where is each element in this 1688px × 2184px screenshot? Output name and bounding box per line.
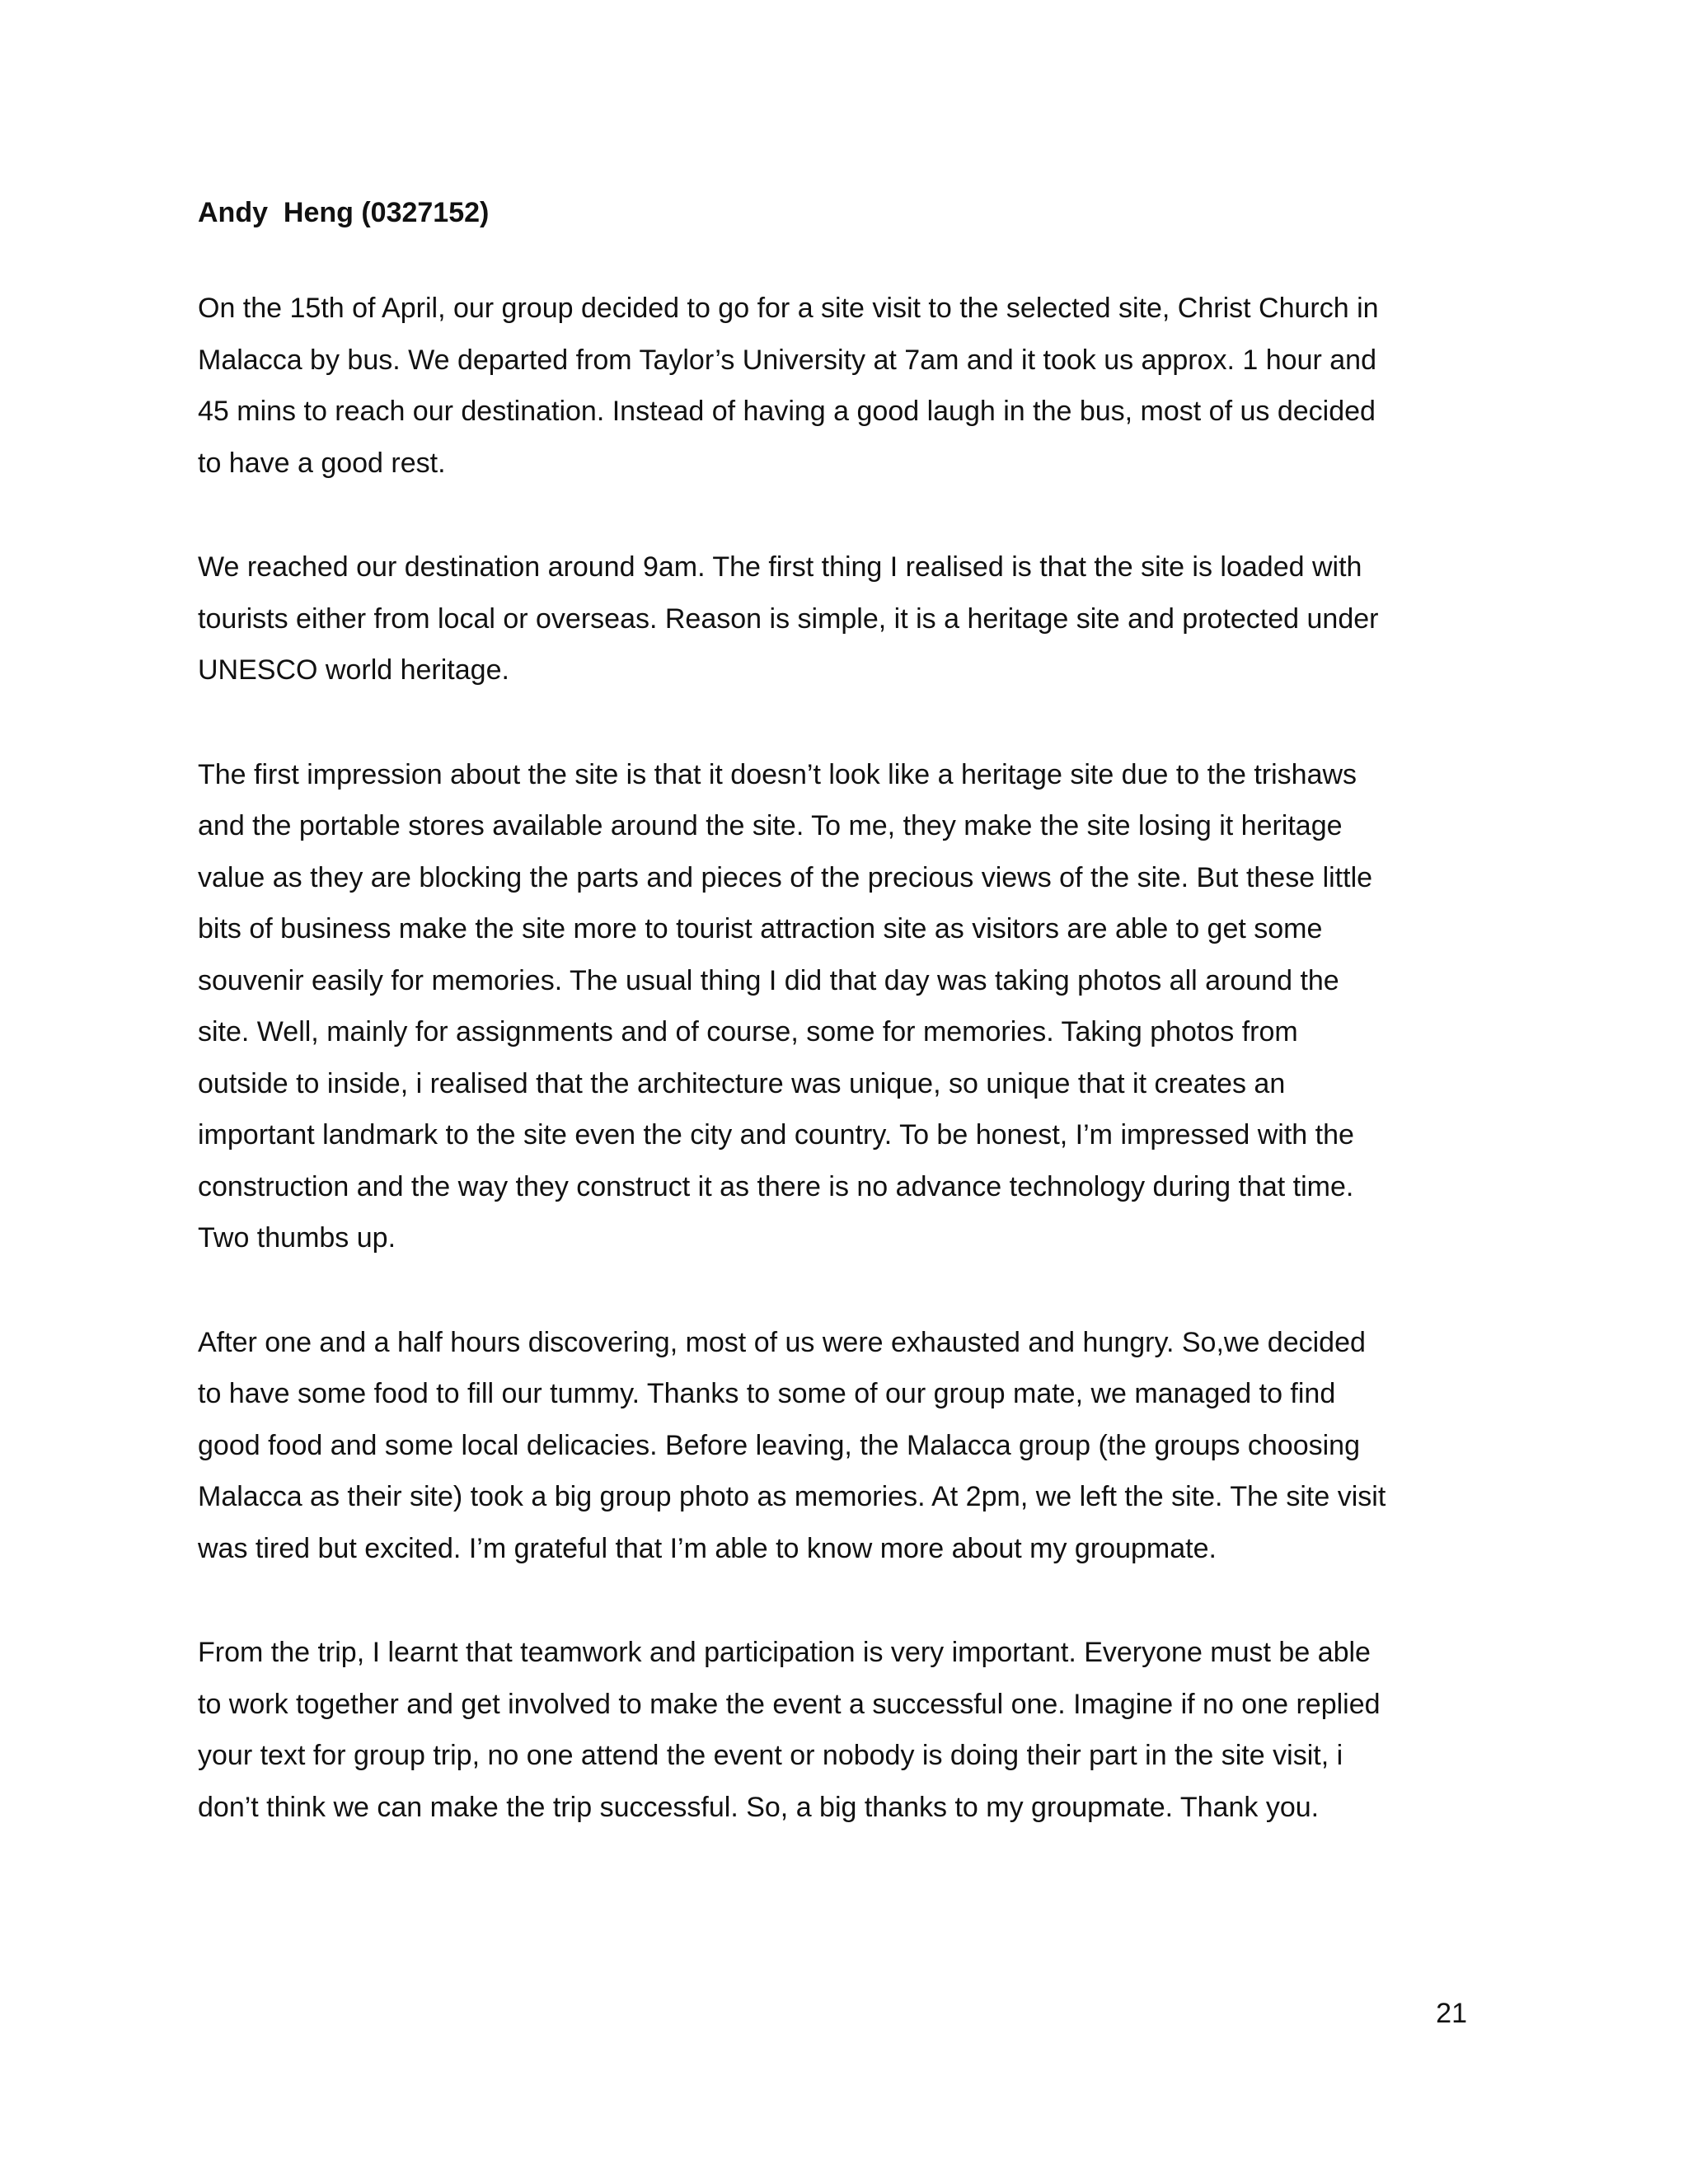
- paragraph-line: site. Well, mainly for assignments and of course, some for memories. Taking photos from: [198, 1016, 1298, 1047]
- paragraph-line: good food and some local delicacies. Before leaving, the Malacca group (the groups choosing: [198, 1429, 1360, 1461]
- paragraph-line: and the portable stores available around the site. To me, they make the site losing it heritage: [198, 810, 1343, 841]
- paragraph-line: important landmark to the site even the city and country. To be honest, I’m impressed with the: [198, 1119, 1354, 1151]
- paragraph-arrival: [198, 541, 1500, 696]
- paragraph-line: We reached our destination around 9am. The first thing I realised is that the site is loaded with: [198, 551, 1362, 583]
- paragraph-line: value as they are blocking the parts and pieces of the precious views of the site. But these little: [198, 861, 1373, 893]
- paragraph-line: to have a good rest.: [198, 447, 446, 479]
- paragraph-line: Two thumbs up.: [198, 1222, 396, 1254]
- paragraph-line: The first impression about the site is that it doesn’t look like a heritage site due to the trishaws: [198, 758, 1357, 790]
- paragraph-line: From the trip, I learnt that teamwork and participation is very important. Everyone must be able: [198, 1637, 1371, 1668]
- paragraph-line: was tired but excited. I’m grateful that I’m able to know more about my groupmate.: [198, 1532, 1217, 1564]
- paragraph-line: construction and the way they construct it as there is no advance technology during that time.: [198, 1170, 1354, 1202]
- paragraph-first-impression: [198, 749, 1500, 1264]
- paragraph-line: outside to inside, i realised that the architecture was unique, so unique that it creates an: [198, 1067, 1286, 1099]
- paragraph-line: to work together and get involved to make the event a successful one. Imagine if no one replied: [198, 1688, 1381, 1720]
- paragraph-line: tourists either from local or overseas. Reason is simple, it is a heritage site and protected under: [198, 602, 1379, 635]
- paragraph-line: your text for group trip, no one attend the event or nobody is doing their part in the site visit, i: [198, 1740, 1343, 1771]
- paragraph-line: souvenir easily for memories. The usual thing I did that day was taking photos all around the: [198, 964, 1339, 996]
- paragraph-line: UNESCO world heritage.: [198, 654, 509, 686]
- paragraph-line: Malacca by bus. We departed from Taylor’s University at 7am and it took us approx. 1 hour and: [198, 344, 1376, 376]
- paragraph-line: to have some food to fill our tummy. Thanks to some of our group mate, we managed to find: [198, 1378, 1336, 1409]
- paragraph-line: bits of business make the site more to tourist attraction site as visitors are able to get some: [198, 913, 1323, 944]
- author-heading: Andy Heng (0327152): [198, 197, 490, 228]
- page-content: [198, 194, 1500, 1886]
- paragraph-line: On the 15th of April, our group decided to go for a site visit to the selected site, Christ Church in: [198, 293, 1379, 324]
- paragraph-line: don’t think we can make the trip successful. So, a big thanks to my groupmate. Thank you.: [198, 1791, 1320, 1823]
- page-number: 21: [1436, 1998, 1467, 2029]
- paragraph-site-visit-trip: [198, 283, 1500, 489]
- paragraph-lunch-and-departure: [198, 1317, 1500, 1575]
- paragraph-line: 45 mins to reach our destination. Instead of having a good laugh in the bus, most of us decided: [198, 396, 1376, 427]
- paragraph-line: Malacca as their site) took a big group photo as memories. At 2pm, we left the site. The site visit: [198, 1481, 1386, 1512]
- paragraph-lessons-learnt: [198, 1627, 1500, 1833]
- paragraph-line: After one and a half hours discovering, most of us were exhausted and hungry. So,we decided: [198, 1326, 1366, 1358]
